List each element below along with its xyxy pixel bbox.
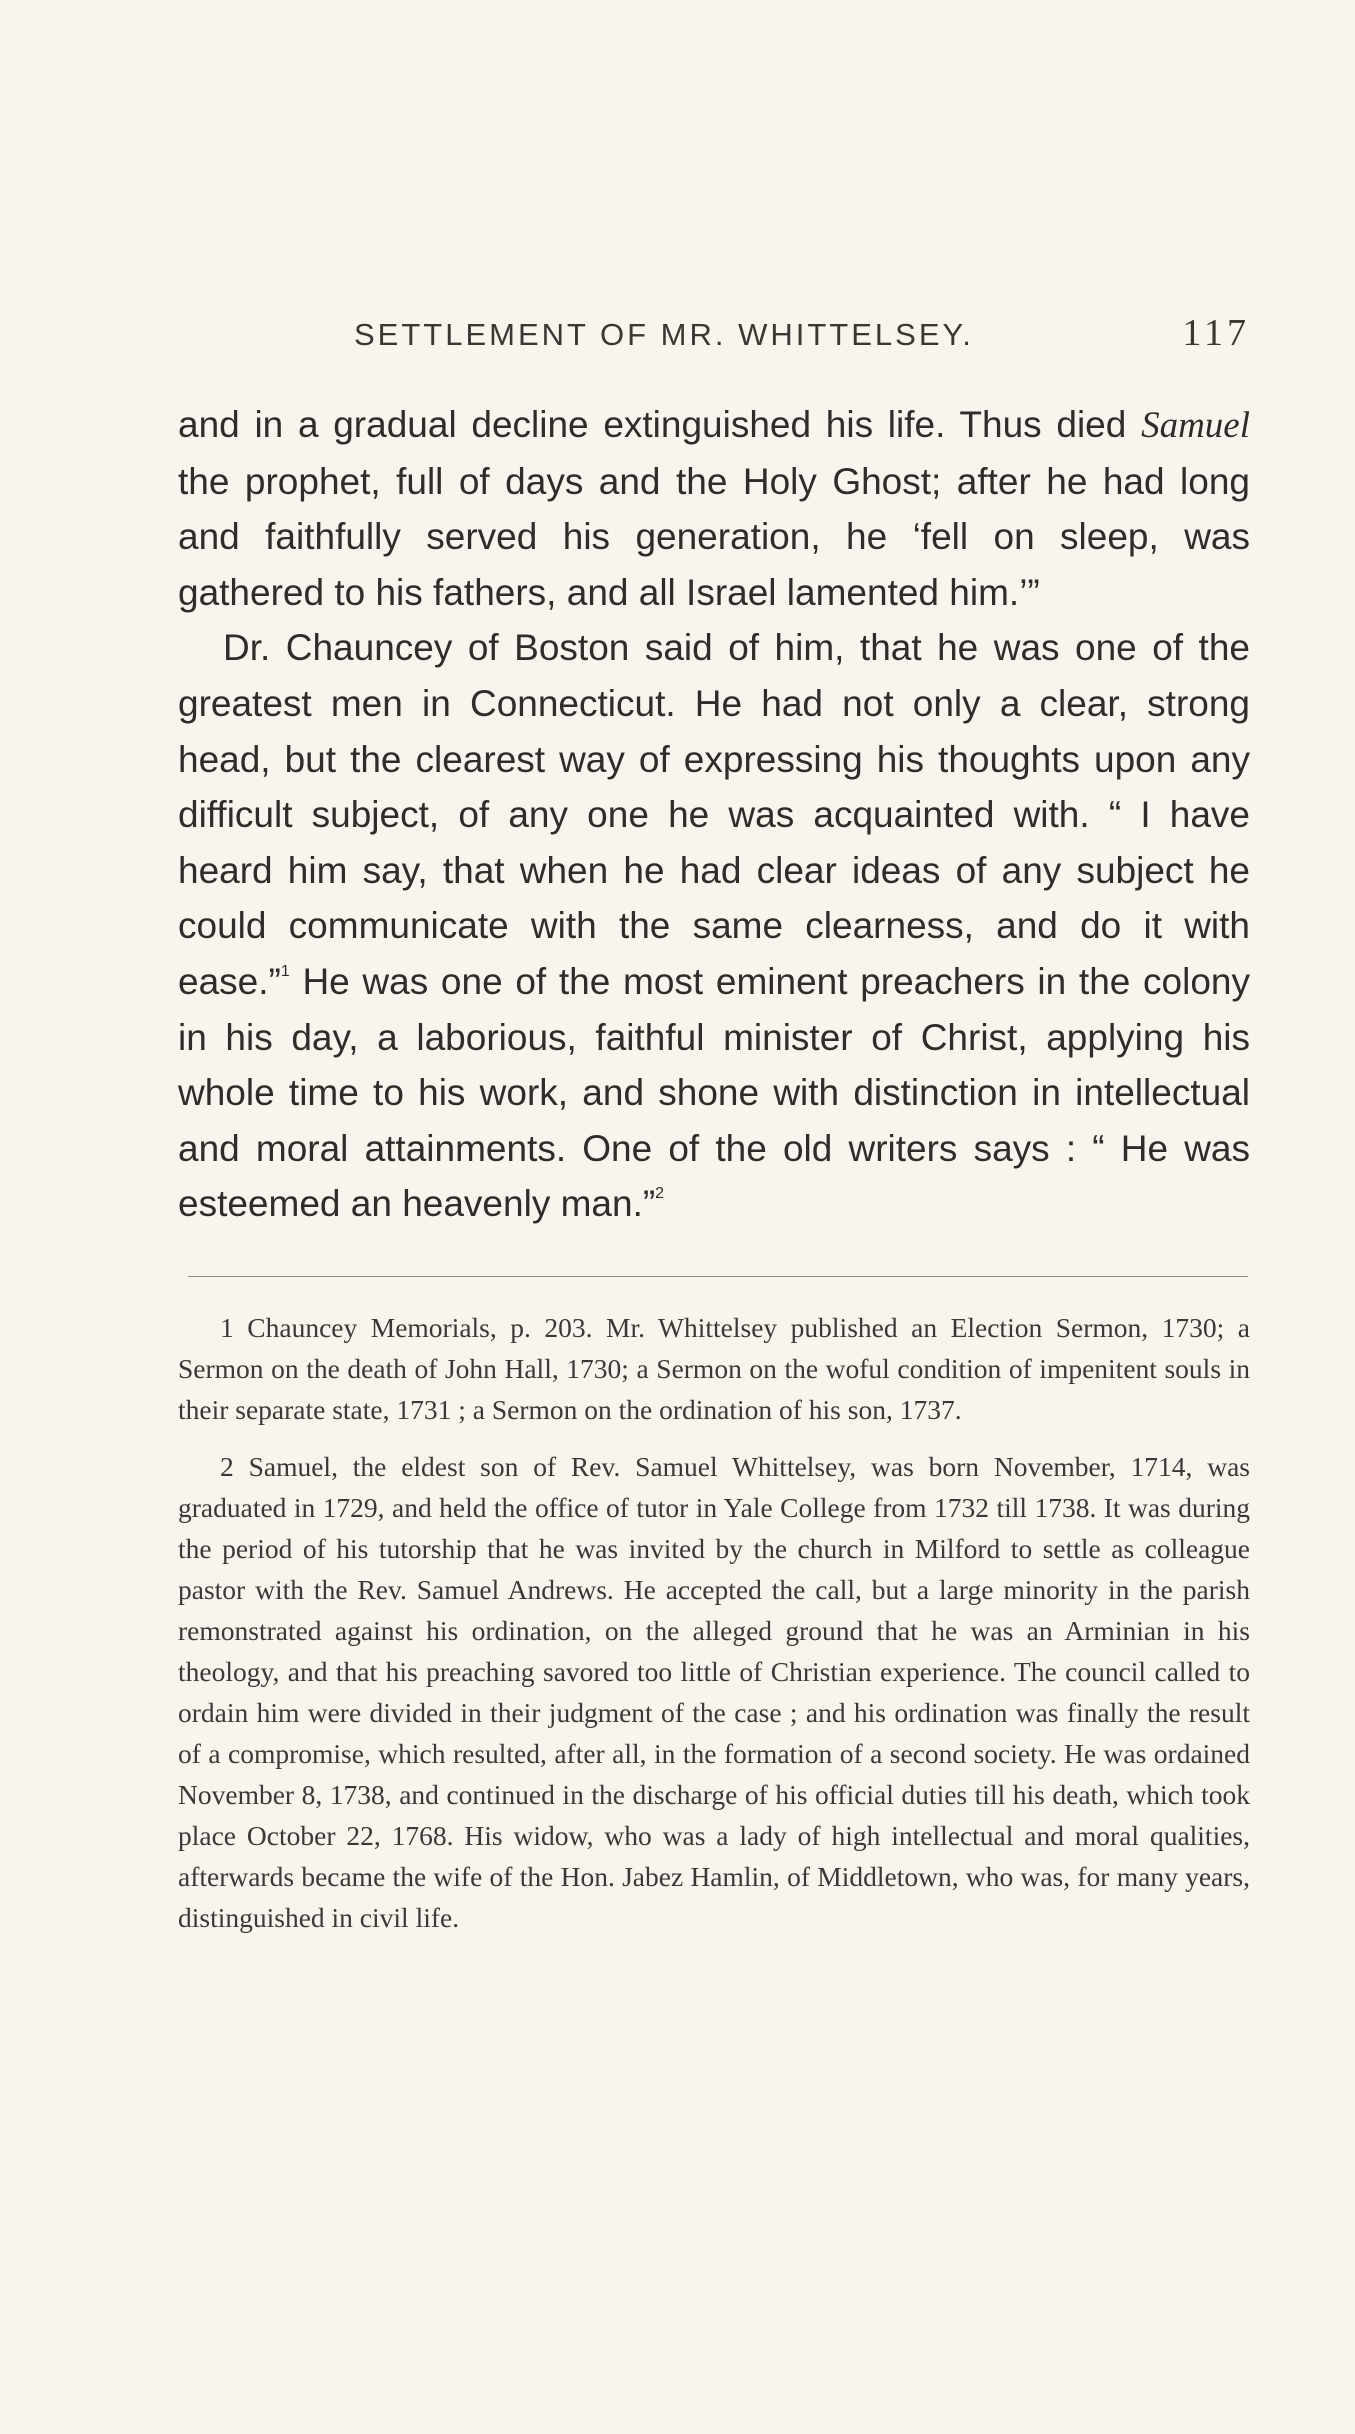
footnote-2-marker: 2 [220, 1450, 234, 1482]
running-head [178, 312, 1250, 375]
paragraph-2-part-a: Dr. Chauncey of Boston said of him, that he was one of the greatest men in Connecticut. He had not only a clear, strong head, but the clearest way of expressing his thoughts upon any difficult subject, of any one he was acquainted with. “ I have heard him say, that when he had clear ideas of any subject he could communicate with the same clearness, and do it with ease.” [178, 627, 1250, 1002]
running-head-title: SETTLEMENT OF MR. WHITTELSEY. [354, 317, 974, 352]
paragraph-1-rest: the prophet, full of days and the Holy Ghost; after he had long and faithfully served his generation, he ‘fell on sleep, was gathered to his fathers, and all Israel lamented him.’” [178, 460, 1250, 613]
italic-name: Samuel [1141, 405, 1250, 446]
footnote-2-text: Samuel, the eldest son of Rev. Samuel Whittelsey, was born November, 1714, was graduated in 1729, and held the office of tutor in Yale College from 1732 till 1738. It was during the period of his tutorship that he was invited by the church in Milford to settle as colleague pastor with the Rev. Samuel Andrews. He accepted the call, but a large minority in the parish remonstrated against his ordination, on the alleged ground that he was an Arminian in his theology, and that his preaching savored too little of Christian experience. The council called to ordain him were divided in their judgment of the case ; and his ordination was finally the result of a compromise, which resulted, after all, in the formation of a second society. He was ordained November 8, 1738, and continued in the discharge of his official duties till his death, which took place October 22, 1768. His widow, who was a lady of high intellectual and moral qualities, afterwards became the wife of the Hon. Jabez Hamlin, of Middletown, who was, for many years, distinguished in civil life. [178, 1450, 1250, 1933]
footnote-ref-2: 2 [655, 1185, 665, 1203]
paragraph-2-part-b: He was one of the most eminent preachers in the colony in his day, a laborious, faithful minister of Christ, applying his whole time to his work, and shone with distinction in intellectual and moral attainments. One of the old writers says : “ He was esteemed an heavenly man.” [178, 960, 1250, 1225]
footnote-1-marker: 1 [220, 1311, 234, 1343]
footnote-1-text: Chauncey Memorials, p. 203. Mr. Whittelsey published an Election Sermon, 1730; a Sermon on the death of John Hall, 1730; a Sermon on the woful condition of impenitent souls in their separate state, 1731 ; a Sermon on the ordination of his son, 1737. [178, 1311, 1251, 1425]
footnote-1 [178, 1307, 1250, 1430]
paragraph-1 [178, 397, 1250, 620]
footnote-divider [188, 1276, 1248, 1277]
footnote-2 [178, 1446, 1250, 1938]
page-number: 117 [1182, 312, 1250, 354]
footnote-ref-1: 1 [280, 962, 290, 980]
body-text [178, 397, 1250, 1232]
paragraph-1-start: and in a gradual decline extinguished his life. Thus died [178, 404, 1127, 445]
footnotes [178, 1307, 1250, 1938]
paragraph-2 [178, 620, 1250, 1232]
book-page [178, 312, 1251, 1938]
